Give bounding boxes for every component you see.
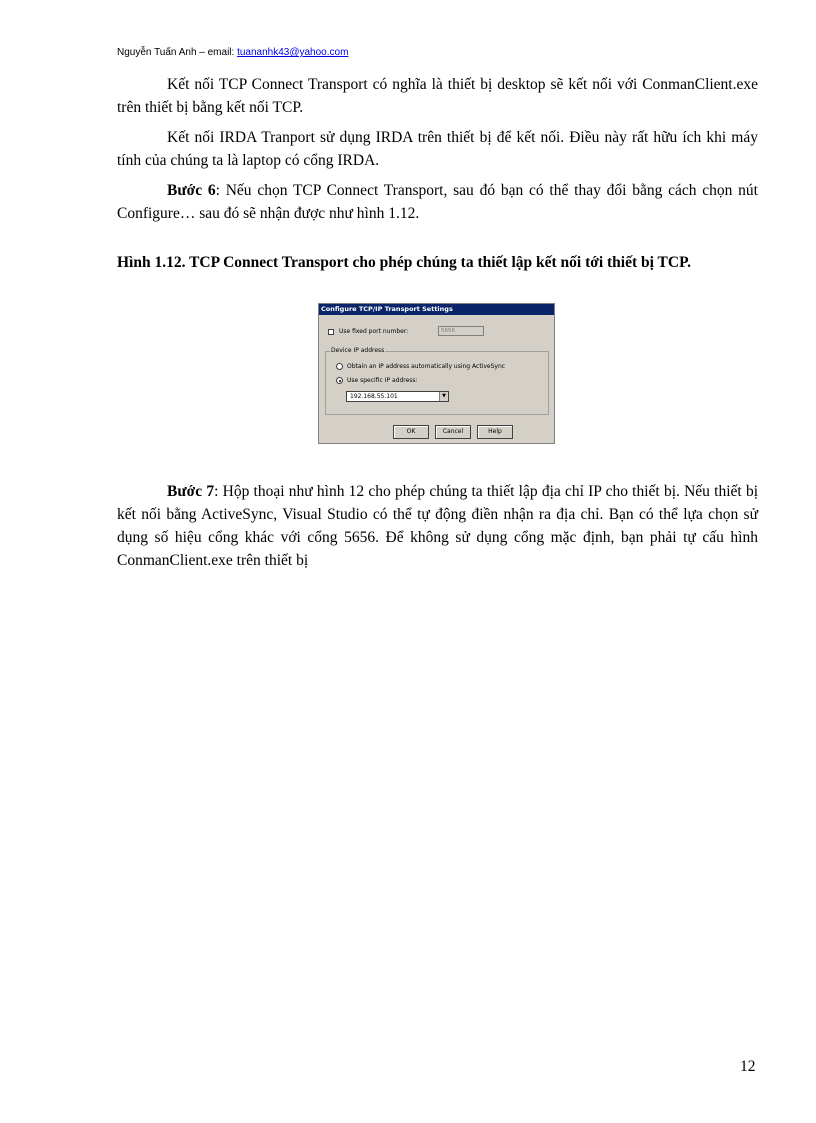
cancel-button[interactable]: Cancel [435, 425, 471, 439]
radio-auto-row [336, 363, 505, 370]
ip-address-value: 192.168.55.101 [350, 393, 398, 400]
paragraph-step7 [117, 480, 758, 572]
port-number-input[interactable]: 5656 [438, 326, 484, 336]
page-number: 12 [740, 1058, 756, 1075]
paragraph-tcp: Kết nối TCP Connect Transport có nghĩa là thiết bị desktop sẽ kết nối với ConmanClient.exe trên thiết bị bằng kết nối TCP. [117, 76, 758, 116]
step6-label: Bước 6 [167, 182, 216, 199]
ok-button[interactable]: OK [393, 425, 429, 439]
step7-label: Bước 7 [167, 483, 215, 500]
page-header [117, 47, 348, 58]
header-author: Nguyễn Tuấn Anh – email: [117, 47, 238, 58]
radio-specific-row [336, 377, 418, 384]
fixed-port-checkbox[interactable] [328, 329, 334, 335]
fixed-port-label: Use fixed port number: [339, 328, 409, 335]
step7-text: : Hộp thoại như hình 12 cho phép chúng ta thiết lập địa chỉ IP cho thiết bị. Nếu thiết bị kết nối bằng ActiveSync, Visual Studio có thể tự động điền nhận ra địa chỉ. Bạn có thể lựa chọn sử dụng số hiệu cổng khác với cổng 5656. Để không sử dụng cổng mặc định, bạn phải tự cấu hình ConmanClient.exe trên thiết bị [117, 483, 758, 569]
radio-specific-ip[interactable] [336, 377, 343, 384]
radio-auto-label: Obtain an IP address automatically using ActiveSync [347, 363, 506, 370]
dialog-title: Configure TCP/IP Transport Settings [319, 304, 554, 315]
figure-caption: Hình 1.12. TCP Connect Transport cho phép chúng ta thiết lập kết nối tới thiết bị TCP. [117, 254, 691, 271]
paragraph-irda: Kết nối IRDA Tranport sử dụng IRDA trên thiết bị để kết nối. Điều này rất hữu ích khi máy tính của chúng ta là laptop có cổng IRDA. [117, 129, 758, 169]
ip-address-combobox[interactable] [346, 391, 449, 402]
chevron-down-icon[interactable]: ▼ [439, 392, 448, 401]
step6-text: : Nếu chọn TCP Connect Transport, sau đó bạn có thể thay đổi bằng cách chọn nút Configure… sau đó sẽ nhận được như hình 1.12. [117, 182, 758, 222]
tcp-settings-dialog [318, 303, 555, 444]
device-ip-group-label: Device IP address [331, 347, 385, 354]
radio-auto-ip[interactable] [336, 363, 343, 370]
radio-specific-label: Use specific IP address: [347, 377, 418, 384]
step7-paragraph-block [117, 480, 758, 579]
paragraph-step6 [117, 179, 758, 225]
help-button[interactable]: Help [477, 425, 513, 439]
header-email-link[interactable]: tuananhk43@yahoo.com [237, 47, 349, 58]
fixed-port-row [328, 328, 408, 335]
intro-paragraphs [117, 73, 758, 232]
